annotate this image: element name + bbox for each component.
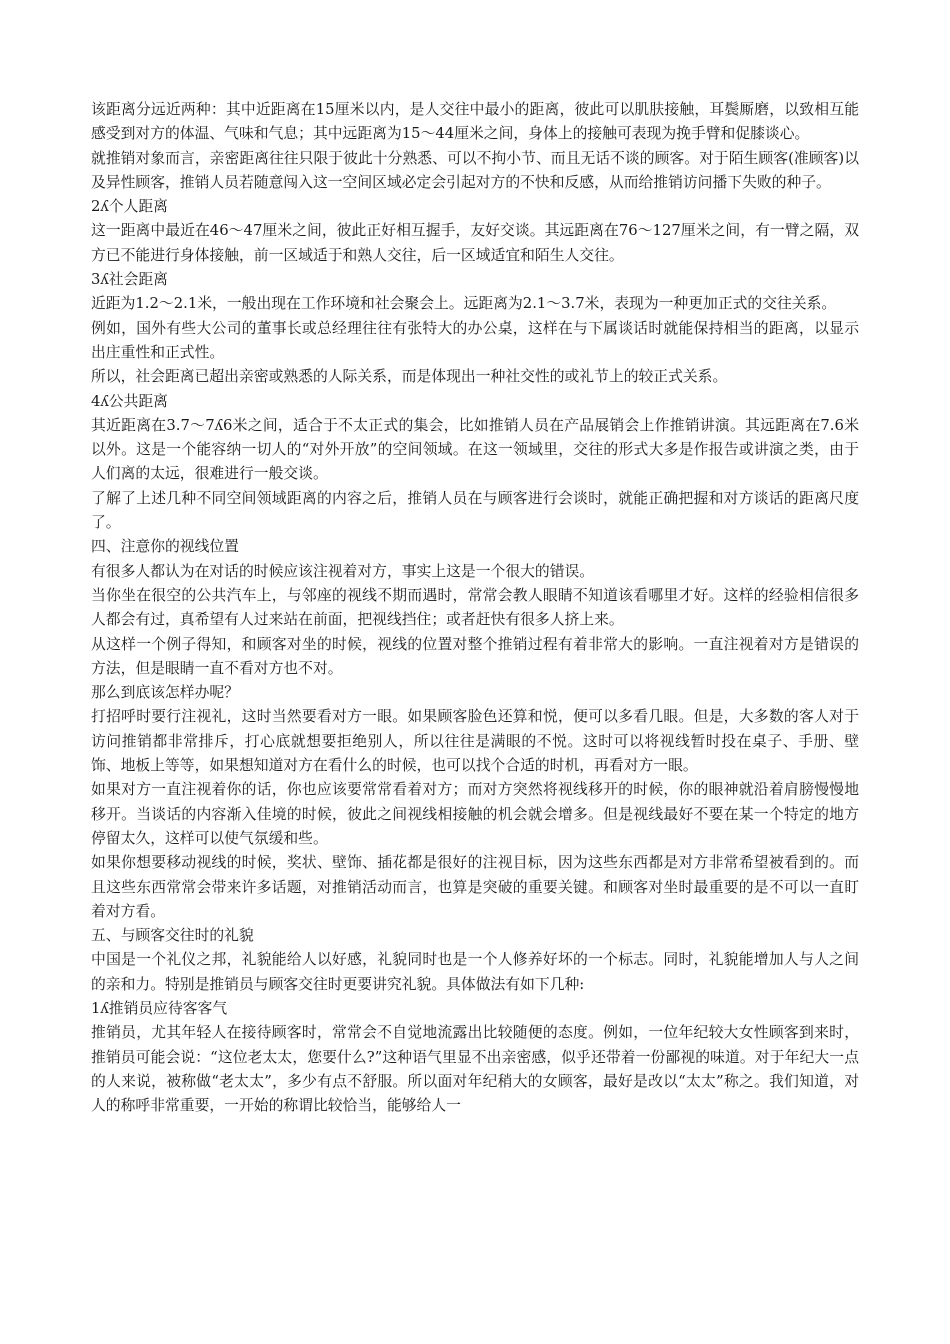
paragraph: 了解了上述几种不同空间领域距离的内容之后，推销人员在与顾客进行会谈时，就能正确把握和对方谈话的距离尺度了。 [91, 489, 859, 532]
document-body [91, 98, 859, 1118]
paragraph: 所以，社会距离已超出亲密或熟悉的人际关系，而是体现出一种社交性的或礼节上的较正式关系。 [91, 368, 728, 386]
paragraph: 近距为1.2～2.1米，一般出现在工作环境和社会聚会上。远距离为2.1～3.7米，表现为一种更加正式的交往关系。 [91, 295, 837, 313]
paragraph: 如果对方一直注视着你的话，你也应该要常常看着对方；而对方突然将视线移开的时候，你的眼神就沿着肩膀慢慢地移开。当谈话的内容渐入佳境的时候，彼此之间视线相接触的机会就会增多。但是视线最好不要在某一个特定的地方停留太久，这样可以使气氛缓和些。 [91, 781, 859, 847]
paragraph: 例如，国外有些大公司的董事长或总经理往往有张特大的办公桌，这样在与下属谈话时就能保持相当的距离，以显示出庄重性和正式性。 [91, 319, 859, 361]
paragraph: 如果你想要移动视线的时候，奖状、壁饰、插花都是很好的注视目标，因为这些东西都是对方非常希望被看到的。而且这些东西常常会带来许多话题，对推销活动而言，也算是突破的重要关键。和顾客对坐时最重要的是不可以一直盯着对方看。 [91, 854, 859, 920]
section-heading: 2ʎ个人距离 [91, 198, 168, 216]
section-heading: 四、注意你的视线位置 [91, 538, 239, 556]
paragraph: 推销员，尤其年轻人在接待顾客时，常常会不自觉地流露出比较随便的态度。例如，一位年纪较大女性顾客到来时，推销员可能会说：“这位老太太，您要什么?”这种语气里显不出亲密感，似乎还带着一份鄙视的味道。对于年纪大一点的人来说，被称做“老太太”，多少有点不舒服。所以面对年纪稍大的女顾客，最好是改以“太太”称之。我们知道，对人的称呼非常重要，一开始的称谓比较恰当，能够给人一 [91, 1024, 859, 1115]
paragraph: 打招呼时要行注视礼，这时当然要看对方一眼。如果顾客脸色还算和悦，便可以多看几眼。但是，大多数的客人对于访问推销都非常排斥，打心底就想要拒绝别人，所以往往是满眼的不悦。这时可以将视线暂时投在桌子、手册、壁饰、地板上等等，如果想知道对方在看什么的时候，也可以找个合适的时机，再看对方一眼。 [91, 708, 859, 775]
paragraph: 有很多人都认为在对话的时候应该注视着对方，事实上这是一个很大的错误。 [91, 562, 595, 580]
section-heading: 1ʎ推销员应待客客气 [91, 999, 228, 1017]
section-heading: 五、与顾客交往时的礼貌 [91, 927, 254, 945]
paragraph: 从这样一个例子得知，和顾客对坐的时候，视线的位置对整个推销过程有着非常大的影响。一直注视着对方是错误的方法，但是眼睛一直不看对方也不对。 [91, 635, 859, 677]
paragraph: 这一距离中最近在46～47厘米之间，彼此正好相互握手，友好交谈。其远距离在76～127厘米之间，有一臂之隔，双方已不能进行身体接触，前一区域适于和熟人交往，后一区域适宜和陌生人交往。 [91, 222, 859, 264]
paragraph: 该距离分远近两种：其中近距离在15厘米以内，是人交往中最小的距离，彼此可以肌肤接触，耳鬓厮磨，以致相互能感受到对方的体温、气味和气息；其中远距离为15～44厘米之间，身体上的接触可表现为挽手臂和促膝谈心。 [91, 101, 859, 143]
paragraph: 那么到底该怎样办呢？ [91, 684, 239, 702]
section-heading: 4ʎ公共距离 [91, 392, 168, 410]
paragraph: 中国是一个礼仪之邦，礼貌能给人以好感，礼貌同时也是一个人修养好坏的一个标志。同时，礼貌能增加人与人之间的亲和力。特别是推销员与顾客交往时更要讲究礼貌。具体做法有如下几种: [91, 951, 859, 993]
paragraph: 就推销对象而言，亲密距离往往只限于彼此十分熟悉、可以不拘小节、而且无话不谈的顾客。对于陌生顾客(准顾客)以及异性顾客，推销人员若随意闯入这一空间区域必定会引起对方的不快和反感，从而给推销访问播下失败的种子。 [91, 149, 859, 191]
section-heading: 3ʎ社会距离 [91, 271, 168, 289]
paragraph: 当你坐在很空的公共汽车上，与邻座的视线不期而遇时，常常会教人眼睛不知道该看哪里才好。这样的经验相信很多人都会有过，真希望有人过来站在前面，把视线挡住；或者赶快有很多人挤上来。 [91, 586, 859, 629]
paragraph: 其近距离在3.7～7ʎ6米之间，适合于不太正式的集会，比如推销人员在产品展销会上作推销讲演。其远距离在7.6米以外。这是一个能容纳一切人的“对外开放”的空间领域。在这一领域里，交往的形式大多是作报告或讲演之类，由于人们离的太远，很难进行一般交谈。 [91, 416, 859, 483]
